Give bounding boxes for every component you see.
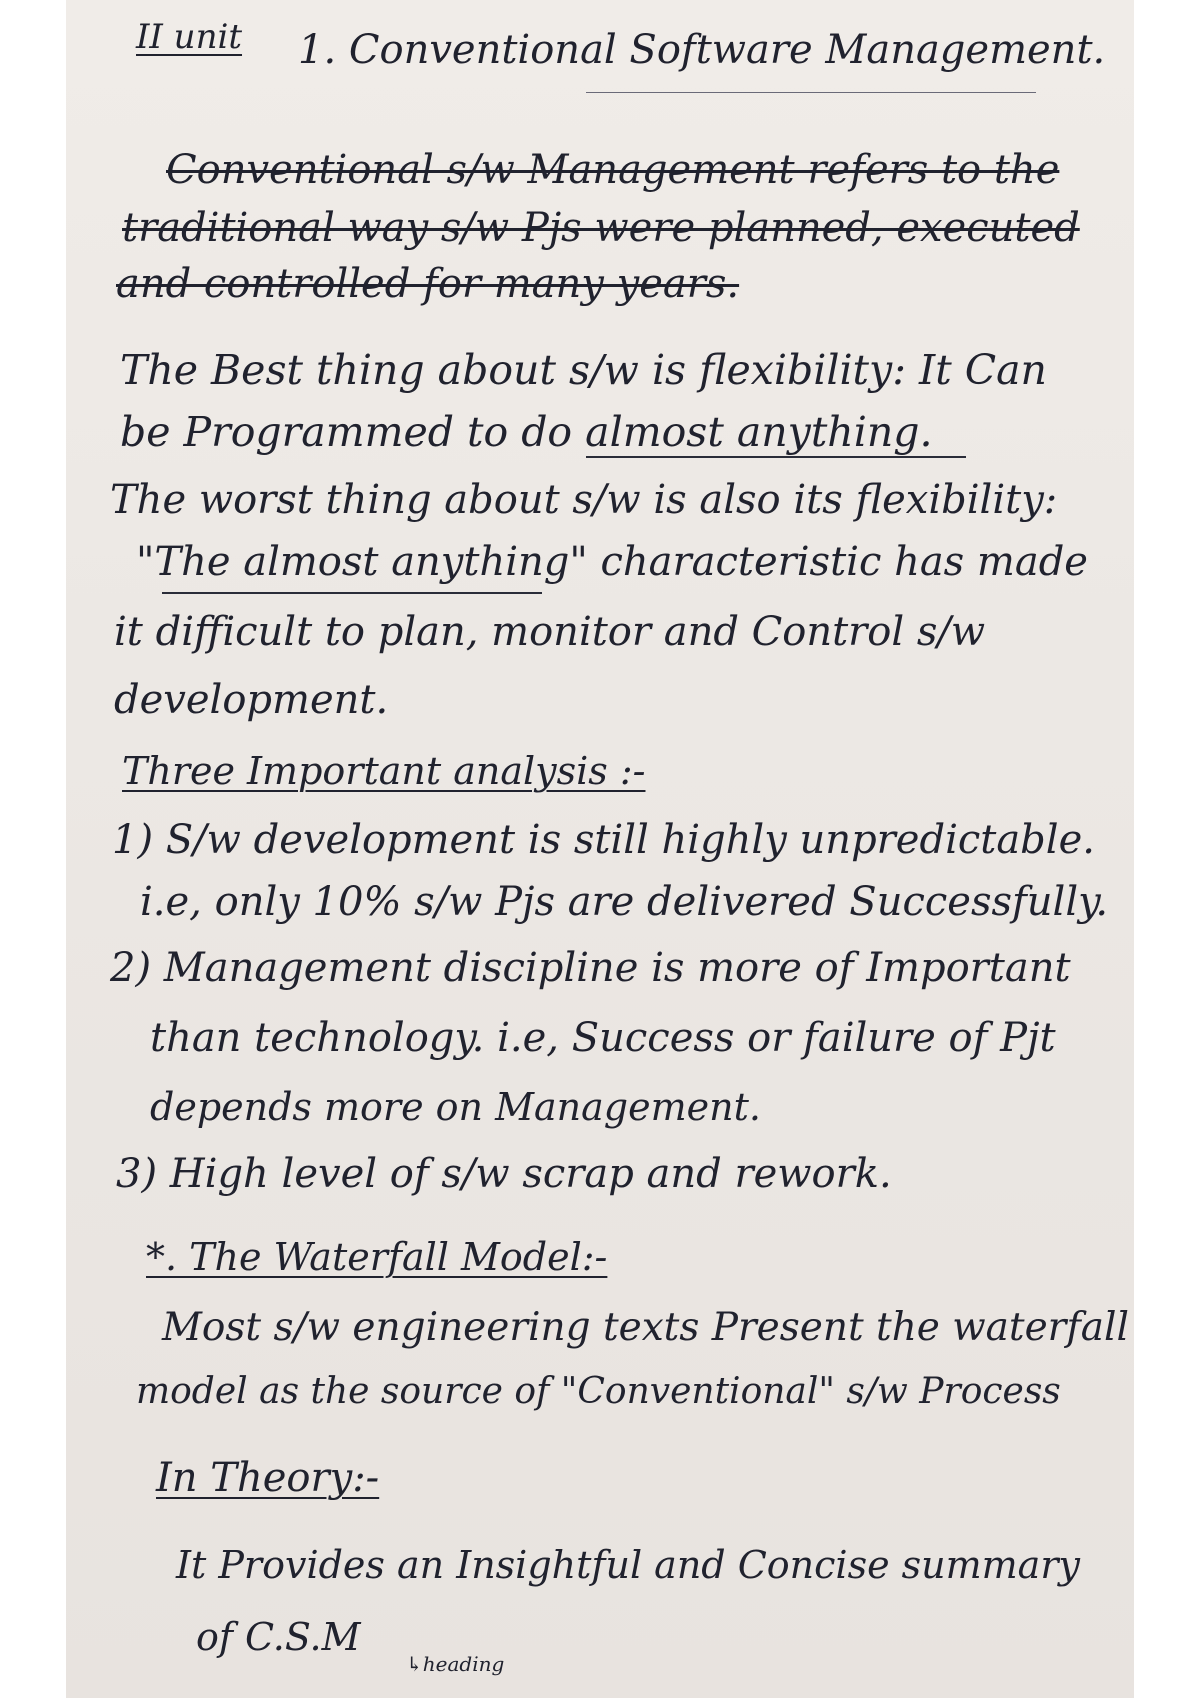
struck-line: and controlled for many years. [116, 261, 740, 307]
struck-line: Conventional s/w Management refers to the [166, 147, 1060, 193]
theory-line: of C.S.M [196, 1615, 361, 1659]
page-title: 1. Conventional Software Management. [298, 27, 1106, 73]
heading-annotation: ↳heading [406, 1652, 505, 1676]
unit-label: II unit [136, 17, 243, 57]
theory-heading: In Theory:- [156, 1455, 380, 1501]
body-line: The worst thing about s/w is also its flexibility: [110, 477, 1058, 523]
analysis-item: 1) S/w development is still highly unpredictable. [112, 817, 1095, 863]
body-line: "The almost anything" characteristic has made [136, 539, 1088, 585]
waterfall-heading: *. The Waterfall Model:- [146, 1235, 608, 1279]
waterfall-line: Most s/w engineering texts Present the waterfall [162, 1305, 1129, 1350]
quote-underline [162, 592, 542, 594]
waterfall-line: model as the source of "Conventional" s/w Process [136, 1371, 1061, 1412]
body-line: development. [114, 677, 389, 723]
analysis-item: 3) High level of s/w scrap and rework. [116, 1151, 892, 1197]
theory-line: It Provides an Insightful and Concise summary [176, 1543, 1080, 1587]
analysis-item: i.e, only 10% s/w Pjs are delivered Successfully. [140, 879, 1109, 925]
title-underline [586, 92, 1036, 93]
analysis-heading: Three Important analysis :- [122, 749, 646, 793]
analysis-item: than technology. i.e, Success or failure of Pjt [150, 1015, 1056, 1061]
body-line: be Programmed to do almost anything. [120, 408, 933, 456]
body-line: it difficult to plan, monitor and Control s/w [114, 609, 986, 655]
struck-line: traditional way s/w Pjs were planned, executed [122, 205, 1080, 251]
analysis-item: depends more on Management. [150, 1085, 761, 1129]
almost-anything-underline [586, 456, 966, 458]
body-line: The Best thing about s/w is flexibility: It Can [120, 346, 1047, 394]
notebook-page [66, 0, 1134, 1698]
analysis-item: 2) Management discipline is more of Important [110, 945, 1071, 991]
